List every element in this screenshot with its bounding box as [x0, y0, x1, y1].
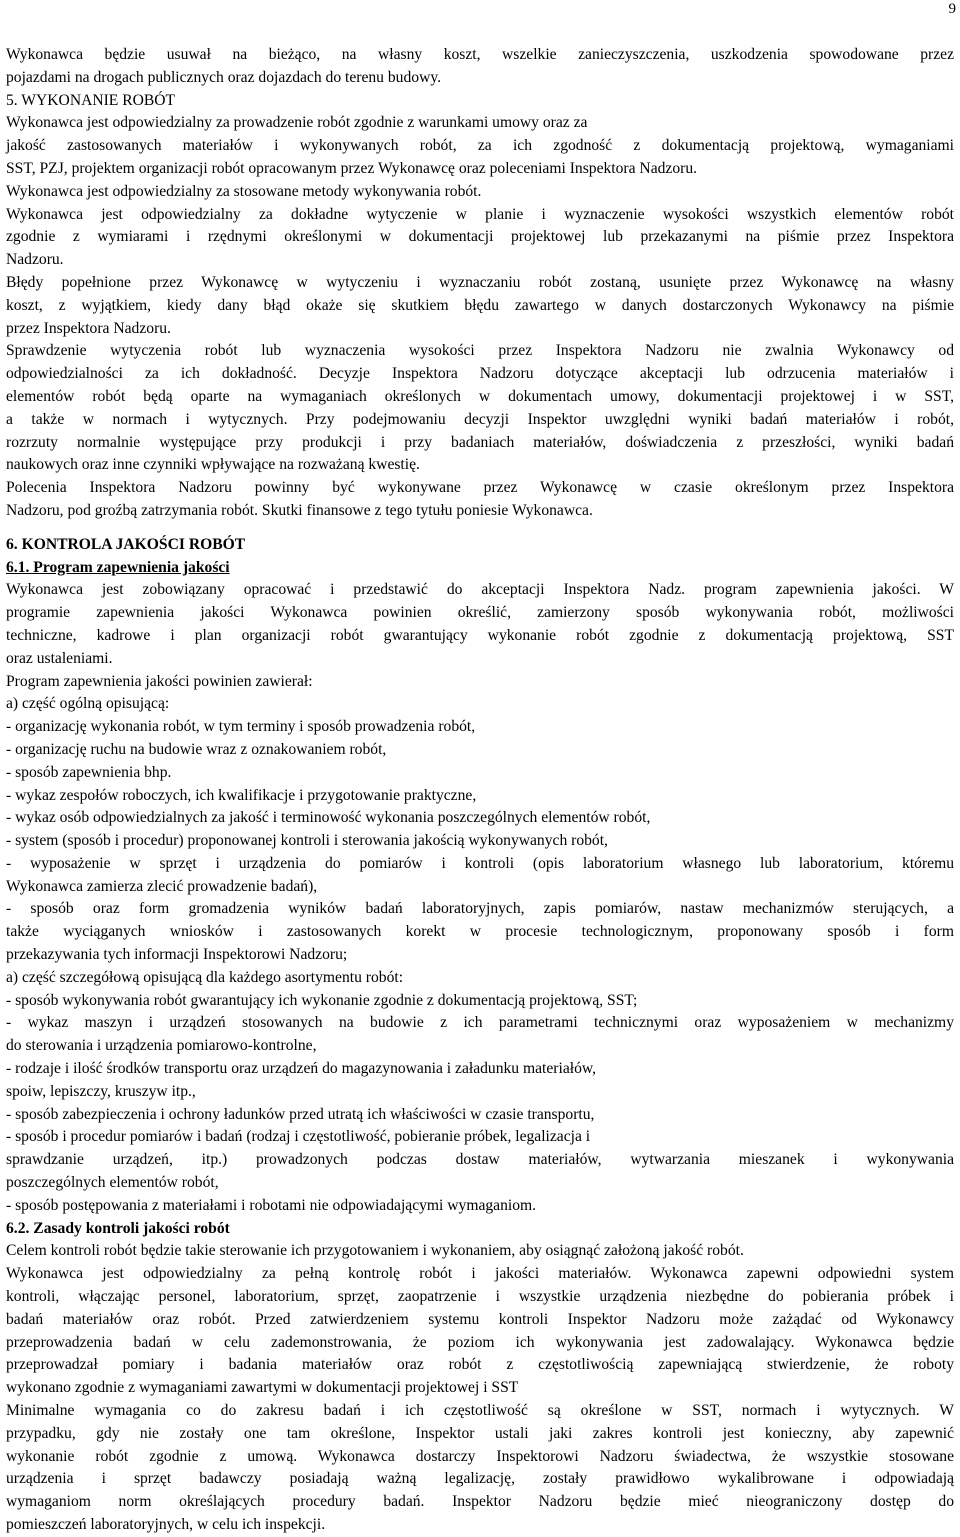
text-line: oraz ustaleniami. — [6, 649, 113, 667]
text-line: Sprawdzenie wytyczenia robót lub wyznaczenia wysokości przez Inspektora Nadzoru nie zwalnia Wykonawcy od — [6, 342, 954, 360]
text-line: programie zapewnienia jakości Wykonawca powinien określić, zamierzony sposób wykonywania robót, możliwości — [6, 604, 954, 622]
text-line: Wykonawca jest odpowiedzialny za stosowane metody wykonywania robót. — [6, 182, 482, 200]
text-line: kontroli, włączając personel, laboratorium, sprzęt, zaopatrzenie i wszystkie urządzenia niezbędne do pobierania próbek i — [6, 1288, 954, 1306]
text-line: - sposób zapewnienia bhp. — [6, 763, 172, 781]
text-line: zgodnie z wymiarami i rzędnymi określonymi w dokumentacji projektowej lub przekazanymi na piśmie przez Inspektora — [6, 228, 954, 246]
text-line: - rodzaje i ilość środków transportu oraz urządzeń do magazynowania i załadunku materiałów, — [6, 1060, 597, 1078]
text-line: spoiw, lepiszczy, kruszyw itp., — [6, 1082, 196, 1100]
text-line: do sterowania i urządzenia pomiarowo-kontrolne, — [6, 1037, 317, 1055]
text-line: Wykonawca będzie usuwał na bieżąco, na własny koszt, wszelkie zanieczyszczenia, uszkodzenia spowodowane przez — [6, 46, 954, 63]
text-line: Wykonawca zamierza zlecić prowadzenie badań), — [6, 877, 318, 895]
text-line: Polecenia Inspektora Nadzoru powinny być wykonywane przez Wykonawcę w czasie określonym przez Inspektora — [6, 479, 954, 497]
text-line: - sposób wykonywania robót gwarantujący ich wykonanie zgodnie z dokumentacją projektową, SST; — [6, 991, 638, 1009]
section-heading: 6.1. Program zapewnienia jakości — [6, 558, 230, 576]
text-line: wymaganiom norm określających procedury badań. Inspektor Nadzoru będzie mieć nieograniczony dostęp do — [6, 1493, 954, 1511]
text-line: przez Inspektora Nadzoru. — [6, 319, 171, 337]
text-line: także wyciąganych wniosków i zastosowanych korekt w procesie technologicznym, proponowany sposób i form — [6, 923, 954, 941]
text-line: pojazdami na drogach publicznych oraz dojazdach do terenu budowy. — [6, 68, 442, 86]
text-line: odpowiedzialności za ich dokładność. Decyzje Inspektora Nadzoru dotyczące akceptacji lub odrzucenia materiałów i — [6, 365, 954, 383]
text-line: a) część ogólną opisującą: — [6, 695, 170, 713]
text-line: pomieszczeń laboratoryjnych, w celu ich inspekcji. — [6, 1516, 326, 1533]
text-line: - system (sposób i procedur) proponowanej kontroli i sterowania jakością wykonywanych robót, — [6, 832, 608, 850]
text-line: naukowych oraz inne czynniki wpływające na rozważaną kwestię. — [6, 456, 420, 474]
text-line: Celem kontroli robót będzie takie sterowanie ich przygotowaniem i wykonaniem, aby osiągnąć założoną jakość robót. — [6, 1242, 744, 1260]
text-line: - wyposażenie w sprzęt i urządzenia do pomiarów i kontroli (opis laboratorium własnego lub laboratorium, któremu — [6, 854, 954, 872]
text-line: elementów robót będą oparte na wymaganiach określonych w dokumentach umowy, dokumentacji projektowej i w SST, — [6, 387, 954, 405]
text-line: Nadzoru, pod groźbą zatrzymania robót. Skutki finansowe z tego tytułu poniesie Wykonawca. — [6, 501, 593, 519]
text-line: techniczne, kadrowe i plan organizacji robót gwarantujący wykonanie robót zgodnie z dokumentacją projektową, SST — [6, 626, 954, 644]
text-line: wykonano zgodnie z wymaganiami zawartymi w dokumentacji projektowej i SST — [6, 1379, 519, 1397]
text-line: Nadzoru. — [6, 251, 64, 269]
text-line: Wykonawca jest odpowiedzialny za prowadzenie robót zgodnie z warunkami umowy oraz za — [6, 114, 588, 132]
text-line: sprawdzanie urządzeń, itp.) prowadzonych podczas dostaw materiałów, wytwarzania mieszanek i wykonywania — [6, 1151, 954, 1169]
text-line: Minimalne wymagania co do zakresu badań i ich częstotliwość są określone w SST, normach i wytycznych. W — [6, 1402, 954, 1420]
text-line: - wykaz osób odpowiedzialnych za jakość i terminowość wykonania poszczególnych elementów robót, — [6, 809, 651, 827]
text-line: badań materiałów oraz robót. Przed zatwierdzeniem systemu kontroli Inspektor Nadzoru może zażądać od Wykonawcy — [6, 1310, 954, 1328]
text-line: wykonanie robót zgodnie z umową. Wykonawca dostarczy Inspektorowi Nadzoru świadectwa, że wszystkie stosowane — [6, 1447, 954, 1465]
text-line: - sposób oraz form gromadzenia wyników badań laboratoryjnych, zapis pomiarów, nastaw mechanizmów sterujących, a — [6, 900, 954, 918]
text-line: - wykaz zespołów roboczych, ich kwalifikacje i przygotowanie praktyczne, — [6, 786, 477, 804]
page-number: 9 — [948, 1, 956, 17]
text-line: - organizację wykonania robót, w tym terminy i sposób prowadzenia robót, — [6, 718, 476, 736]
text-line: koszt, z wyjątkiem, kiedy dany błąd okaże się skutkiem błędu zawartego w danych dostarczonych Wykonawcy na piśmie — [6, 296, 954, 314]
text-line: urządzenia i sprzęt badawczy posiadają ważną legalizację, zostały prawidłowo wykalibrowane i odpowiadają — [6, 1470, 954, 1488]
text-line: - organizację ruchu na budowie wraz z oznakowaniem robót, — [6, 740, 387, 758]
text-line: Błędy popełnione przez Wykonawcę w wytyczeniu i wyznaczaniu robót zostaną, usunięte przez Wykonawcę na własny — [6, 273, 954, 291]
text-line: - sposób i procedur pomiarów i badań (rodzaj i częstotliwość, pobieranie próbek, legalizacja i — [6, 1128, 591, 1146]
text-line: przekazywania tych informacji Inspektorowi Nadzoru; — [6, 946, 348, 964]
text-line: Program zapewnienia jakości powinien zawierał: — [6, 672, 313, 690]
document-body — [6, 44, 954, 1537]
text-line: rozrzuty normalnie występujące przy produkcji i przy badaniach materiałów, doświadczenia z przeszłości, wyniki badań — [6, 433, 954, 451]
text-line: a także w normach i wytycznych. Przy podejmowaniu decyzji Inspektor uwzględni wyniki badań materiałów i robót, — [6, 410, 954, 428]
text-line: przeprowadzenia badań w celu zademonstrowania, że poziom ich wykonywania jest zadowalający. Wykonawca będzie — [6, 1333, 954, 1351]
text-line: a) część szczegółową opisującą dla każdego asortymentu robót: — [6, 968, 404, 986]
text-line: przeprowadzał pomiary i badania materiałów oraz robót z częstotliwością zapewniającą stwierdzenie, że roboty — [6, 1356, 954, 1374]
text-line: SST, PZJ, projektem organizacji robót opracowanym przez Wykonawcę oraz poleceniami Inspektora Nadzoru. — [6, 159, 698, 177]
text-line: przypadku, gdy nie zostały one tam określone, Inspektor ustali jaki zakres kontroli jest konieczny, aby zapewnić — [6, 1424, 954, 1442]
section-heading: 6.2. Zasady kontroli jakości robót — [6, 1219, 230, 1237]
text-line: poszczególnych elementów robót, — [6, 1174, 219, 1192]
text-line: Wykonawca jest zobowiązany opracować i przedstawić do akceptacji Inspektora Nadz. program zapewnienia jakości. W — [6, 581, 954, 599]
text-line: - sposób postępowania z materiałami i robotami nie odpowiadającymi wymaganiom. — [6, 1196, 537, 1214]
text-line: jakość zastosowanych materiałów i wykonywanych robót, za ich zgodność z dokumentacją projektową, wymaganiami — [6, 137, 954, 155]
text-line: Wykonawca jest odpowiedzialny za pełną kontrolę robót i jakości materiałów. Wykonawca zapewni odpowiedni system — [6, 1265, 954, 1283]
text-line: - wykaz maszyn i urządzeń stosowanych na budowie z ich parametrami technicznymi oraz wyposażeniem w mechanizmy — [6, 1014, 954, 1032]
text-line: Wykonawca jest odpowiedzialny za dokładne wytyczenie w planie i wyznaczenie wysokości wszystkich elementów robót — [6, 205, 954, 223]
section-heading: 6. KONTROLA JAKOŚCI ROBÓT — [6, 535, 246, 553]
text-line: - sposób zabezpieczenia i ochrony ładunków przed utratą ich właściwości w czasie transportu, — [6, 1105, 595, 1123]
section-spacer — [6, 523, 954, 534]
text-line: 5. WYKONANIE ROBÓT — [6, 91, 176, 109]
